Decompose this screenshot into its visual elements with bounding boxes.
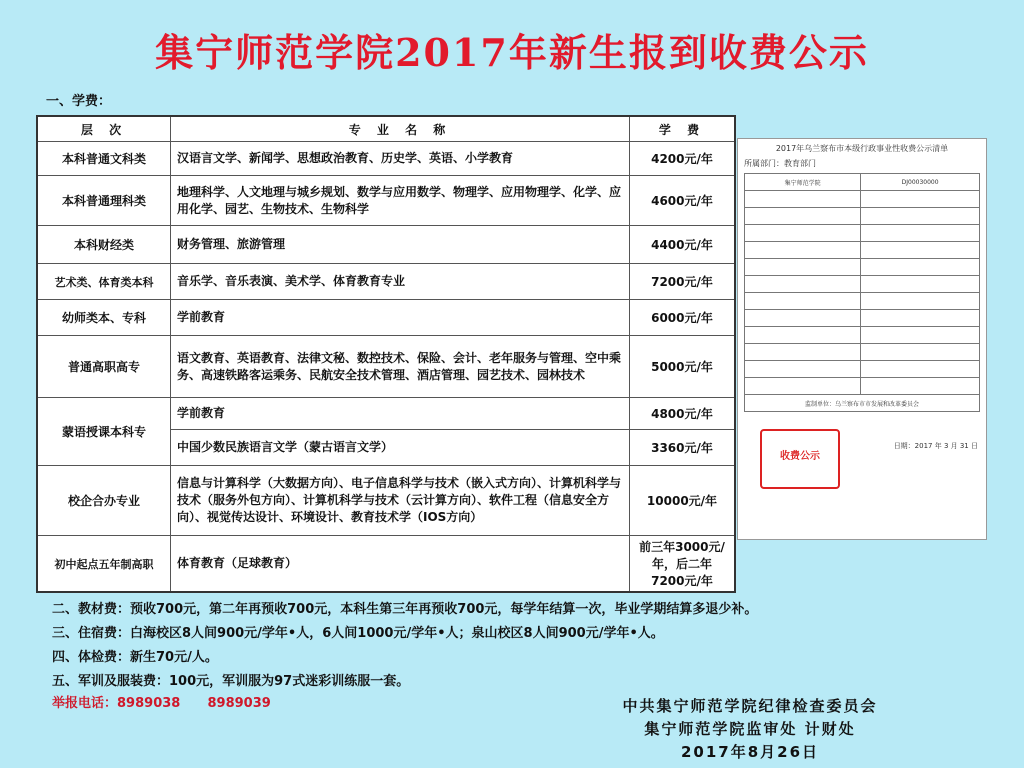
header-fee: 学 费 xyxy=(630,116,736,142)
row-fee: 4400元/年 xyxy=(630,226,736,264)
row-majors: 地理科学、人文地理与城乡规划、数学与应用数学、物理学、应用物理学、化学、应用化学、园艺、生物技术、生物科学 xyxy=(171,176,630,226)
military-fee-line: 五、军训及服装费：100元，军训服为97式迷彩训练服一套。 xyxy=(52,674,410,689)
row-fee: 6000元/年 xyxy=(630,300,736,336)
signature-date: 2017年8月26日 xyxy=(680,743,820,761)
notice-table xyxy=(744,173,980,412)
table-row xyxy=(37,398,735,430)
report-numbers: 8989038 8989039 xyxy=(117,696,271,711)
table-row xyxy=(37,264,735,300)
table-row xyxy=(37,142,735,176)
notice-title: 2017年乌兰察布市本级行政事业性收费公示清单 xyxy=(775,144,949,153)
row-level: 本科财经类 xyxy=(37,226,171,264)
row-level: 本科普通理科类 xyxy=(37,176,171,226)
row-majors: 信息与计算科学（大数据方向）、电子信息科学与技术（嵌入式方向）、计算机科学与技术（服务外包方向）、计算机科学与技术（云计算方向）、软件工程（信息安全方向）、视觉传达设计、环境设计、教育技术学（IOS方向） xyxy=(171,466,630,536)
row-level: 校企合办专业 xyxy=(37,466,171,536)
table-row xyxy=(37,300,735,336)
row-level: 普通高职高专 xyxy=(37,336,171,398)
row-majors: 音乐学、音乐表演、美术学、体育教育专业 xyxy=(171,264,630,300)
seal-stamp: 收费公示 xyxy=(760,429,840,489)
notice-supervise: 监制单位：乌兰察布市市发展和改革委员会 xyxy=(745,395,980,412)
notice-unit-code: DJ00030000 xyxy=(861,174,980,191)
notice-date: 日期：2017 年 3 月 31 日 xyxy=(893,442,978,450)
row-majors: 体育教育（足球教育） xyxy=(171,536,630,593)
row-fee: 3360元/年 xyxy=(630,430,736,466)
tuition-table xyxy=(36,115,736,593)
notice-dept: 所属部门：教育部门 xyxy=(744,159,816,168)
row-level: 艺术类、体育类本科 xyxy=(37,264,171,300)
row-majors: 汉语言文学、新闻学、思想政治教育、历史学、英语、小学教育 xyxy=(171,142,630,176)
table-row xyxy=(37,536,735,593)
row-level: 蒙语授课本科专 xyxy=(37,398,171,466)
row-fee: 前三年3000元/年，后二年7200元/年 xyxy=(630,536,736,593)
row-fee: 10000元/年 xyxy=(630,466,736,536)
row-majors: 中国少数民族语言文学（蒙古语言文学） xyxy=(171,430,630,466)
header-majors: 专 业 名 称 xyxy=(171,116,630,142)
page-title: 集宁师范学院2017年新生报到收费公示 xyxy=(155,30,869,75)
report-label: 举报电话： xyxy=(52,696,118,711)
table-row xyxy=(37,336,735,398)
row-fee: 4200元/年 xyxy=(630,142,736,176)
table-row xyxy=(37,226,735,264)
signature-org-2: 集宁师范学院监审处 计财处 xyxy=(644,720,856,738)
row-level: 初中起点五年制高职 xyxy=(37,536,171,593)
report-phone xyxy=(52,692,271,711)
row-level: 本科普通文科类 xyxy=(37,142,171,176)
section-tuition-label: 一、学费： xyxy=(46,94,112,109)
medical-fee-line: 四、体检费：新生70元/人。 xyxy=(52,650,218,665)
row-fee: 5000元/年 xyxy=(630,336,736,398)
row-fee: 4600元/年 xyxy=(630,176,736,226)
fee-notice-image xyxy=(737,138,987,540)
row-majors: 学前教育 xyxy=(171,300,630,336)
row-majors: 财务管理、旅游管理 xyxy=(171,226,630,264)
notice-unit-name: 集宁师范学院 xyxy=(745,174,861,191)
signature-org-1: 中共集宁师范学院纪律检查委员会 xyxy=(622,697,878,715)
row-majors: 学前教育 xyxy=(171,398,630,430)
textbook-fee-line: 二、教材费：预收700元，第二年再预收700元，本科生第三年再预收700元，每学年结算一次，毕业学期结算多退少补。 xyxy=(52,602,758,617)
row-fee: 7200元/年 xyxy=(630,264,736,300)
dorm-fee-line: 三、住宿费：白海校区8人间900元/学年•人，6人间1000元/学年•人；泉山校区8人间900元/学年•人。 xyxy=(52,626,664,641)
row-level: 幼师类本、专科 xyxy=(37,300,171,336)
table-row xyxy=(37,466,735,536)
row-fee: 4800元/年 xyxy=(630,398,736,430)
table-row xyxy=(37,176,735,226)
header-level: 层 次 xyxy=(37,116,171,142)
row-majors: 语文教育、英语教育、法律文秘、数控技术、保险、会计、老年服务与管理、空中乘务、高速铁路客运乘务、民航安全技术管理、酒店管理、园艺技术、园林技术 xyxy=(171,336,630,398)
